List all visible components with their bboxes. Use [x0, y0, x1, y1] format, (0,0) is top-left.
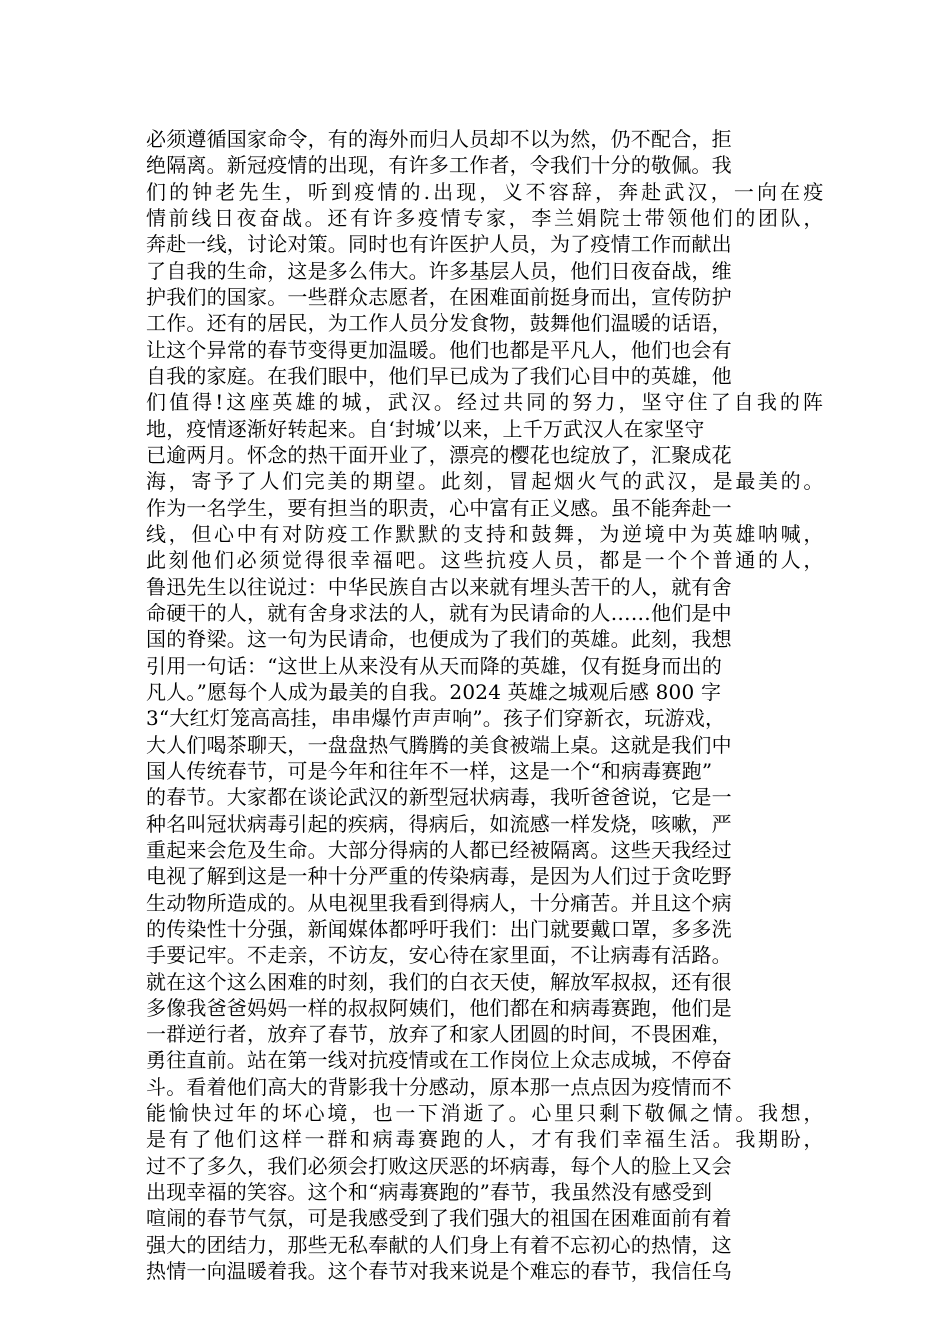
body-text — [146, 126, 826, 1284]
text-line: 海，寄予了人们完美的期望。此刻，冒起烟火气的武汉，是最美的。 — [146, 469, 826, 494]
text-line: 奔赴一线，讨论对策。同时也有许医护人员，为了疫情工作而献出 — [146, 232, 732, 257]
text-line: 多像我爸爸妈妈一样的叔叔阿姨们，他们都在和病毒赛跑，他们是 — [146, 995, 732, 1020]
text-line: 手要记牢。不走亲，不访友，安心待在家里面，不让病毒有活路。 — [146, 943, 732, 968]
text-line: 3“大红灯笼高高挂，串串爆竹声声响”。孩子们穿新衣，玩游戏， — [146, 706, 726, 731]
text-line: 们的钟老先生，听到疫情的.出现，义不容辞，奔赴武汉，一向在疫 — [146, 179, 826, 204]
text-line: 命硬干的人，就有舍身求法的人，就有为民请命的人……他们是中 — [146, 600, 732, 625]
text-line: 国人传统春节，可是今年和往年不一样，这是一个“和病毒赛跑” — [146, 758, 713, 783]
text-line: 自我的家庭。在我们眼中，他们早已成为了我们心目中的英雄，他 — [146, 363, 732, 388]
text-line: 必须遵循国家命令，有的海外而归人员却不以为然，仍不配合，拒 — [146, 127, 732, 151]
text-line: 鲁迅先生以往说过：中华民族自古以来就有埋头苦干的人，就有舍 — [146, 574, 732, 599]
text-line: 就在这个这么困难的时刻，我们的白衣天使，解放军叔叔，还有很 — [146, 969, 732, 994]
text-line: 能愉快过年的坏心境，也一下消逝了。心里只剩下敬佩之情。我想， — [146, 1101, 826, 1126]
text-line: 重起来会危及生命。大部分得病的人都已经被隔离。这些天我经过 — [146, 837, 732, 862]
text-line: 勇往直前。站在第一线对抗疫情或在工作岗位上众志成城，不停奋 — [146, 1048, 732, 1073]
text-line: 作为一名学生，要有担当的职责，心中富有正义感。虽不能奔赴一 — [146, 495, 732, 520]
text-line: 让这个异常的春节变得更加温暖。他们也都是平凡人，他们也会有 — [146, 337, 732, 362]
text-line: 护我们的国家。一些群众志愿者，在困难面前挺身而出，宣传防护 — [146, 284, 732, 309]
text-line: 凡人。”愿每个人成为最美的自我。2024 英雄之城观后感 800 字 — [146, 679, 722, 704]
text-line: 出现幸福的笑容。这个和“病毒赛跑的”春节，我虽然没有感受到 — [146, 1180, 713, 1205]
text-line: 一群逆行者，放弃了春节，放弃了和家人团圆的时间，不畏困难， — [146, 1022, 732, 1047]
text-line: 此刻他们必须觉得很幸福吧。这些抗疫人员，都是一个个普通的人， — [146, 548, 826, 573]
text-line: 是有了他们这样一群和病毒赛跑的人，才有我们幸福生活。我期盼， — [146, 1127, 826, 1152]
text-line: 生动物所造成的。从电视里我看到得病人，十分痛苦。并且这个病 — [146, 890, 732, 915]
text-line: 喧闹的春节气氛，可是我感受到了我们强大的祖国在困难面前有着 — [146, 1206, 732, 1231]
text-line: 大人们喝茶聊天，一盘盘热气腾腾的美食被端上桌。这就是我们中 — [146, 732, 732, 757]
text-line: 已逾两月。怀念的热干面开业了，漂亮的樱花也绽放了，汇聚成花 — [146, 442, 732, 467]
text-line: 们值得!这座英雄的城，武汉。经过共同的努力，坚守住了自我的阵 — [146, 390, 826, 415]
text-line: 引用一句话：“这世上从来没有从天而降的英雄，仅有挺身而出的 — [146, 653, 723, 678]
text-line: 国的脊梁。这一句为民请命，也便成为了我们的英雄。此刻，我想 — [146, 627, 732, 652]
text-line: 的传染性十分强，新闻媒体都呼吁我们：出门就要戴口罩，多多洗 — [146, 916, 732, 941]
text-line: 了自我的生命，这是多么伟大。许多基层人员，他们日夜奋战，维 — [146, 258, 732, 283]
text-line: 绝隔离。新冠疫情的出现，有许多工作者，令我们十分的敬佩。我 — [146, 153, 732, 178]
text-line: 线，但心中有对防疫工作默默的支持和鼓舞，为逆境中为英雄呐喊， — [146, 521, 826, 546]
text-line: 强大的团结力，那些无私奉献的人们身上有着不忘初心的热情，这 — [146, 1232, 732, 1257]
text-line: 情前线日夜奋战。还有许多疫情专家，李兰娟院士带领他们的团队， — [146, 205, 826, 230]
text-line: 过不了多久，我们必须会打败这厌恶的坏病毒，每个人的脸上又会 — [146, 1153, 732, 1178]
text-line: 斗。看着他们高大的背影我十分感动，原本那一点点因为疫情而不 — [146, 1074, 732, 1099]
text-line: 地，疫情逐渐好转起来。自‘封城’以来，上千万武汉人在家坚守 — [146, 416, 705, 441]
text-line: 工作。还有的居民，为工作人员分发食物，鼓舞他们温暖的话语， — [146, 311, 732, 336]
text-line: 的春节。大家都在谈论武汉的新型冠状病毒，我听爸爸说，它是一 — [146, 785, 732, 810]
text-line: 热情一向温暖着我。这个春节对我来说是个难忘的春节，我信任乌 — [146, 1259, 732, 1284]
text-line: 种名叫冠状病毒引起的疾病，得病后，如流感一样发烧，咳嗽，严 — [146, 811, 732, 836]
text-line: 电视了解到这是一种十分严重的传染病毒，是因为人们过于贪吃野 — [146, 864, 732, 889]
